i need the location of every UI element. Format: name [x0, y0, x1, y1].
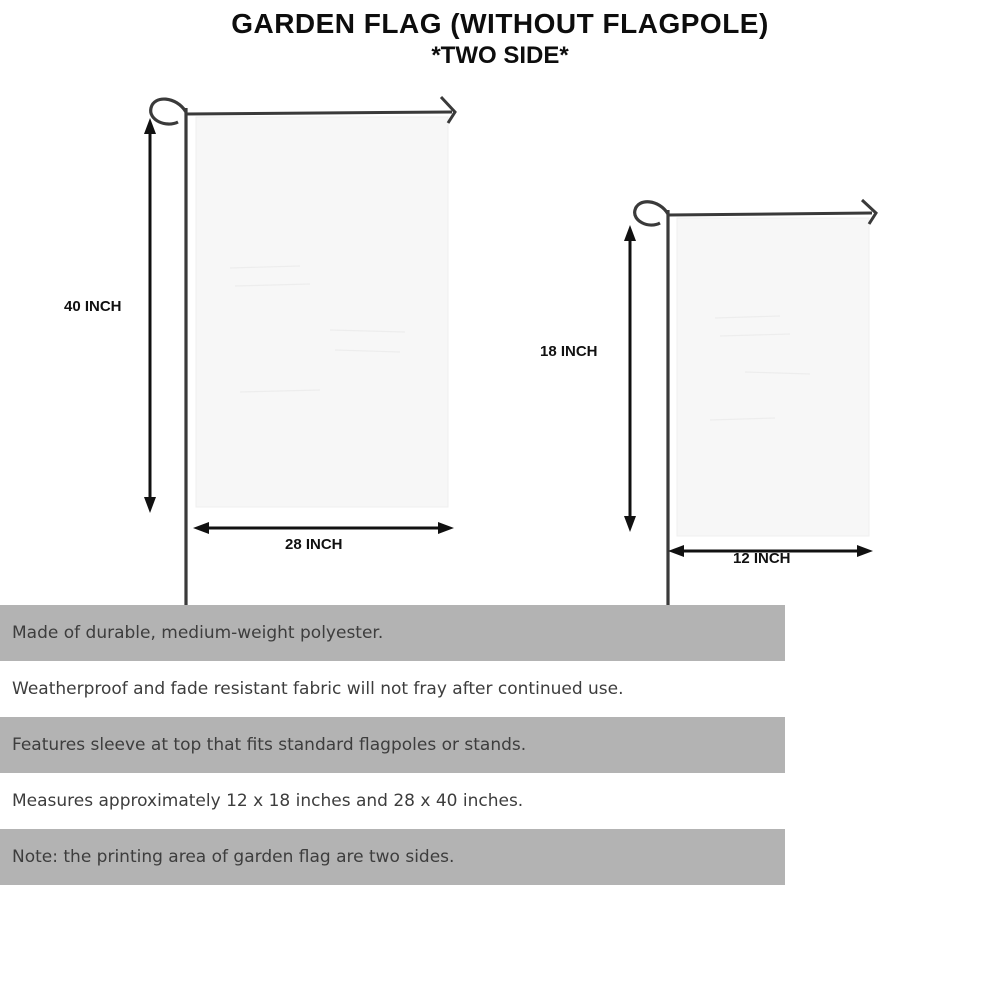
small-flag-height-dimension: [624, 225, 636, 532]
large-flag-width-label: 28 INCH: [285, 536, 343, 553]
feature-list: [0, 605, 785, 885]
large-flag-width-dimension: [193, 522, 454, 534]
feature-text: Made of durable, medium-weight polyester.: [12, 623, 384, 643]
list-item: [0, 773, 785, 829]
list-item: [0, 605, 785, 661]
list-item: [0, 829, 785, 885]
feature-text: Weatherproof and fade resistant fabric will not fray after continued use.: [12, 679, 624, 699]
list-item: [0, 661, 785, 717]
small-flag-cross-arm: [668, 213, 872, 215]
large-flag-pole-loop: [151, 99, 186, 124]
large-flag-fabric: [196, 117, 448, 507]
feature-text: Note: the printing area of garden flag are two sides.: [12, 847, 455, 867]
page-title: GARDEN FLAG (WITHOUT FLAGPOLE): [231, 8, 769, 39]
small-flag-height-label: 18 INCH: [540, 343, 598, 360]
small-flag-fabric: [677, 218, 869, 536]
list-item: [0, 717, 785, 773]
feature-text: Features sleeve at top that fits standard flagpoles or stands.: [12, 735, 527, 755]
feature-text: Measures approximately 12 x 18 inches and 28 x 40 inches.: [12, 791, 524, 811]
large-flag-cross-arm: [186, 112, 452, 114]
small-flag-width-label: 12 INCH: [733, 550, 791, 567]
large-flag-height-dimension: [144, 118, 156, 513]
page-subtitle: *TWO SIDE*: [431, 42, 569, 70]
small-flag-pole-loop: [635, 202, 668, 225]
large-flag-height-label: 40 INCH: [64, 298, 122, 315]
